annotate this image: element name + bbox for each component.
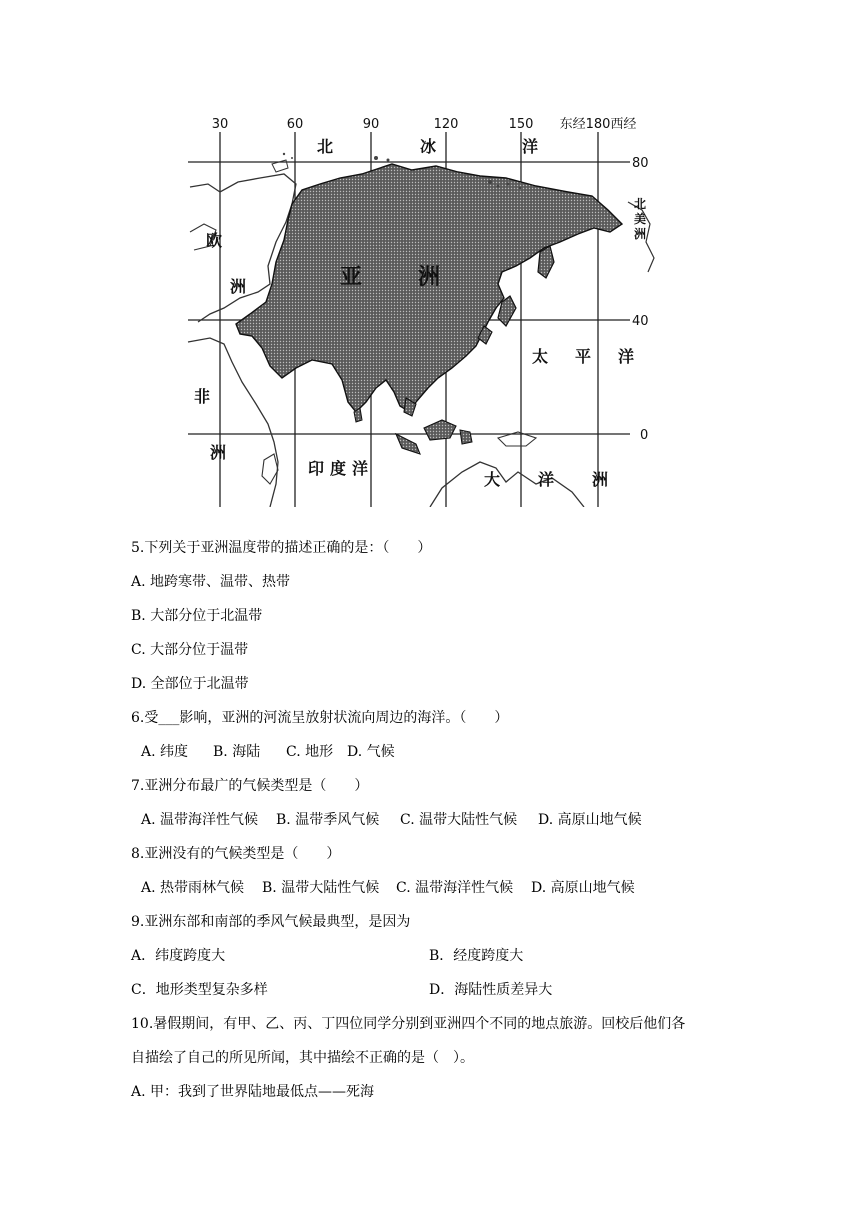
q8-option-c: C. 温带海洋性气候 [396, 880, 514, 896]
north-america-label-3: 洲 [634, 227, 647, 241]
q6-option-b: B. 海陆 [213, 744, 261, 760]
q7-option-b: B. 温带季风气候 [276, 812, 380, 828]
africa-label-1: 非 [194, 387, 211, 406]
q7-option-c: C. 温带大陆性气候 [400, 812, 518, 828]
oceania-label-3: 洲 [592, 470, 609, 489]
lon-label: 东经180西经 [559, 117, 637, 132]
q5-option-d: D. 全部位于北温带 [131, 676, 249, 692]
q8-option-a: A. 热带雨林气候 [141, 880, 245, 896]
lat-label: 40 [632, 314, 649, 329]
longitude-labels [212, 117, 637, 132]
north-america-label-2: 美 [634, 212, 647, 226]
q9-option-d: D．海陆性质差异大 [429, 982, 553, 998]
lat-label: 80 [632, 156, 649, 171]
europe-label-1: 欧 [206, 231, 223, 250]
africa-label-2: 洲 [210, 443, 227, 462]
australia-coast [430, 462, 584, 507]
lon-label: 120 [433, 117, 459, 132]
arctic-ocean-label-1: 北 [317, 137, 334, 156]
arctic-ocean-label-2: 冰 [420, 137, 437, 156]
q9-option-c: C．地形类型复杂多样 [131, 982, 268, 998]
q9-stem: 9.亚洲东部和南部的季风气候最典型，是因为 [131, 914, 411, 930]
q6-option-c: C. 地形 [286, 744, 334, 760]
q9-option-b: B．经度跨度大 [429, 948, 524, 964]
pacific-label-2: 平 [575, 347, 592, 366]
q6-option-a: A. 纬度 [141, 744, 189, 760]
oceania-label-1: 大 [484, 470, 501, 489]
q7-stem: 7.亚洲分布最广的气候类型是（ ） [131, 778, 369, 794]
arctic-ocean-label-3: 洋 [522, 137, 539, 156]
q9-option-a: A．纬度跨度大 [131, 948, 226, 964]
oceania-label-2: 洋 [538, 470, 555, 489]
pacific-label-3: 洋 [618, 347, 635, 366]
indian-ocean-label: 印度洋 [308, 459, 375, 478]
q8-option-d: D. 高原山地气候 [531, 880, 635, 896]
q8-option-b: B. 温带大陆性气候 [262, 880, 380, 896]
q5-option-b: B. 大部分位于北温带 [131, 608, 263, 624]
north-america-label-1: 北 [634, 197, 647, 211]
q5-option-a: A. 地跨寒带、温带、热带 [131, 574, 291, 590]
lon-label: 30 [211, 117, 229, 132]
lon-label: 150 [508, 117, 534, 132]
q5-option-c: C. 大部分位于温带 [131, 642, 249, 658]
q6-stem: 6.受___影响，亚洲的河流呈放射状流向周边的海洋。（ ） [131, 710, 509, 726]
q7-option-a: A. 温带海洋性气候 [141, 812, 259, 828]
q10-option-a: A. 甲：我到了世界陆地最低点——死海 [131, 1084, 375, 1100]
europe-label-2: 洲 [230, 277, 247, 296]
q10-stem-line2: 自描绘了自己的所见所闻，其中描绘不正确的是（ ）。 [131, 1050, 474, 1066]
q6-option-d: D. 气候 [347, 744, 395, 760]
asia-label-1: 亚 [340, 264, 363, 290]
lon-label: 60 [286, 117, 304, 132]
q10-stem-line1: 10.暑假期间，有甲、乙、丙、丁四位同学分别到亚洲四个不同的地点旅游。回校后他们各 [131, 1016, 686, 1032]
pacific-label-1: 太 [532, 347, 549, 366]
q8-stem: 8.亚洲没有的气候类型是（ ） [131, 846, 341, 862]
lat-label: 0 [640, 428, 649, 443]
lon-label: 90 [362, 117, 380, 132]
asia-label-2: 洲 [418, 264, 441, 290]
q7-option-d: D. 高原山地气候 [538, 812, 642, 828]
asia-map [180, 112, 660, 507]
q5-stem: 5.下列关于亚洲温度带的描述正确的是：（ ） [131, 540, 432, 556]
africa-coast [188, 338, 278, 507]
